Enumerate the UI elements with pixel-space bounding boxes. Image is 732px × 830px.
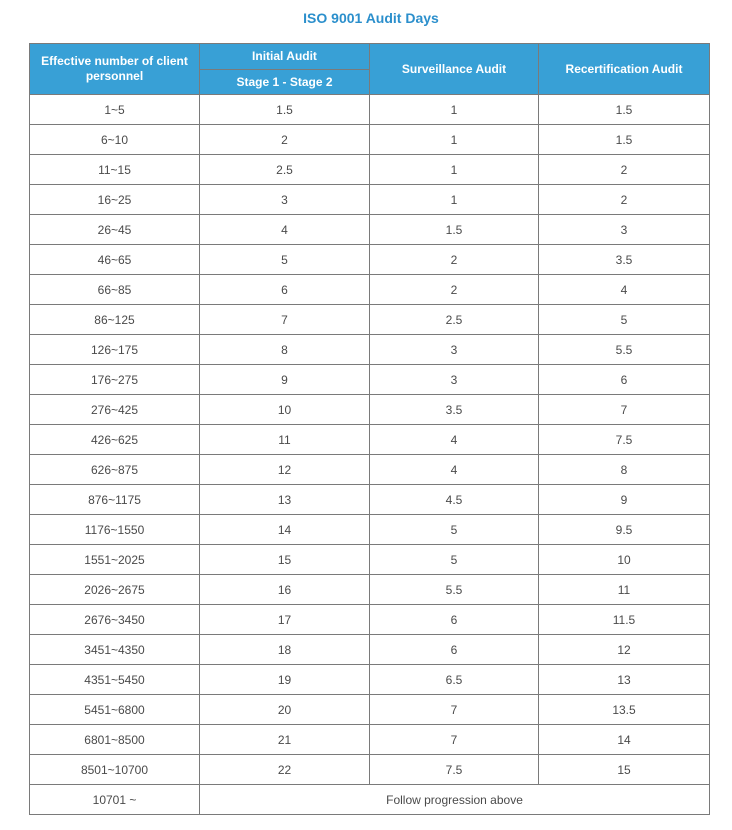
cell-initial-audit: 14: [200, 515, 370, 545]
table-row: [30, 95, 710, 125]
cell-surveillance-audit: 7: [370, 725, 539, 755]
cell-surveillance-audit: 1: [370, 95, 539, 125]
cell-surveillance-audit: 1.5: [370, 215, 539, 245]
cell-recertification-audit: 1.5: [539, 95, 710, 125]
cell-initial-audit: 2.5: [200, 155, 370, 185]
cell-progression-note: Follow progression above: [200, 785, 710, 815]
cell-personnel: 86~125: [30, 305, 200, 335]
cell-initial-audit: 18: [200, 635, 370, 665]
cell-personnel: 3451~4350: [30, 635, 200, 665]
cell-personnel: 426~625: [30, 425, 200, 455]
cell-surveillance-audit: 3: [370, 365, 539, 395]
header-recertification-audit: Recertification Audit: [539, 44, 710, 95]
cell-initial-audit: 8: [200, 335, 370, 365]
table-row: [30, 365, 710, 395]
cell-initial-audit: 7: [200, 305, 370, 335]
cell-surveillance-audit: 4: [370, 425, 539, 455]
cell-recertification-audit: 8: [539, 455, 710, 485]
cell-surveillance-audit: 6: [370, 635, 539, 665]
header-stages: Stage 1 - Stage 2: [200, 70, 370, 95]
table-row: [30, 575, 710, 605]
table-header: [30, 44, 710, 95]
cell-personnel: 16~25: [30, 185, 200, 215]
table-row: [30, 305, 710, 335]
cell-recertification-audit: 6: [539, 365, 710, 395]
audit-days-table: [29, 43, 710, 815]
cell-surveillance-audit: 1: [370, 155, 539, 185]
cell-personnel: 276~425: [30, 395, 200, 425]
cell-recertification-audit: 5: [539, 305, 710, 335]
cell-surveillance-audit: 3.5: [370, 395, 539, 425]
cell-recertification-audit: 11.5: [539, 605, 710, 635]
cell-recertification-audit: 14: [539, 725, 710, 755]
table-row: [30, 125, 710, 155]
cell-recertification-audit: 7.5: [539, 425, 710, 455]
header-initial-audit: Initial Audit: [200, 44, 370, 70]
table-row: [30, 185, 710, 215]
cell-initial-audit: 1.5: [200, 95, 370, 125]
cell-surveillance-audit: 4.5: [370, 485, 539, 515]
cell-surveillance-audit: 1: [370, 125, 539, 155]
cell-initial-audit: 9: [200, 365, 370, 395]
cell-personnel: 4351~5450: [30, 665, 200, 695]
cell-personnel: 2676~3450: [30, 605, 200, 635]
table-row: [30, 245, 710, 275]
header-personnel: Effective number of client personnel: [30, 44, 200, 95]
cell-surveillance-audit: 7: [370, 695, 539, 725]
cell-initial-audit: 19: [200, 665, 370, 695]
cell-initial-audit: 17: [200, 605, 370, 635]
cell-personnel: 6801~8500: [30, 725, 200, 755]
cell-personnel: 1~5: [30, 95, 200, 125]
table-row: [30, 725, 710, 755]
cell-initial-audit: 20: [200, 695, 370, 725]
cell-recertification-audit: 9.5: [539, 515, 710, 545]
cell-recertification-audit: 13.5: [539, 695, 710, 725]
table-row: [30, 755, 710, 785]
cell-personnel: 46~65: [30, 245, 200, 275]
cell-surveillance-audit: 2.5: [370, 305, 539, 335]
cell-initial-audit: 3: [200, 185, 370, 215]
cell-personnel: 176~275: [30, 365, 200, 395]
table-row: [30, 455, 710, 485]
table-row: [30, 275, 710, 305]
cell-recertification-audit: 1.5: [539, 125, 710, 155]
cell-personnel: 26~45: [30, 215, 200, 245]
cell-surveillance-audit: 6: [370, 605, 539, 635]
cell-surveillance-audit: 4: [370, 455, 539, 485]
cell-initial-audit: 11: [200, 425, 370, 455]
cell-initial-audit: 21: [200, 725, 370, 755]
cell-recertification-audit: 15: [539, 755, 710, 785]
table-row: [30, 395, 710, 425]
cell-surveillance-audit: 7.5: [370, 755, 539, 785]
table-row: [30, 605, 710, 635]
cell-surveillance-audit: 5: [370, 545, 539, 575]
table-row: [30, 635, 710, 665]
cell-recertification-audit: 9: [539, 485, 710, 515]
cell-initial-audit: 5: [200, 245, 370, 275]
cell-initial-audit: 12: [200, 455, 370, 485]
cell-personnel: 876~1175: [30, 485, 200, 515]
cell-personnel: 66~85: [30, 275, 200, 305]
cell-initial-audit: 16: [200, 575, 370, 605]
table-row: [30, 485, 710, 515]
cell-personnel: 6~10: [30, 125, 200, 155]
cell-recertification-audit: 13: [539, 665, 710, 695]
page-title: ISO 9001 Audit Days: [303, 10, 439, 26]
cell-recertification-audit: 3.5: [539, 245, 710, 275]
table-row: [30, 665, 710, 695]
cell-recertification-audit: 4: [539, 275, 710, 305]
cell-surveillance-audit: 1: [370, 185, 539, 215]
cell-initial-audit: 15: [200, 545, 370, 575]
cell-surveillance-audit: 3: [370, 335, 539, 365]
cell-recertification-audit: 5.5: [539, 335, 710, 365]
cell-initial-audit: 10: [200, 395, 370, 425]
cell-recertification-audit: 2: [539, 155, 710, 185]
cell-personnel: 8501~10700: [30, 755, 200, 785]
cell-surveillance-audit: 6.5: [370, 665, 539, 695]
cell-initial-audit: 13: [200, 485, 370, 515]
table-row: [30, 545, 710, 575]
table-row: [30, 155, 710, 185]
cell-initial-audit: 4: [200, 215, 370, 245]
cell-personnel: 5451~6800: [30, 695, 200, 725]
cell-initial-audit: 2: [200, 125, 370, 155]
header-surveillance-audit: Surveillance Audit: [370, 44, 539, 95]
table-row: [30, 695, 710, 725]
cell-personnel: 11~15: [30, 155, 200, 185]
cell-surveillance-audit: 2: [370, 275, 539, 305]
table-row: [30, 425, 710, 455]
cell-personnel: 626~875: [30, 455, 200, 485]
table-row: [30, 515, 710, 545]
table-row: [30, 215, 710, 245]
cell-surveillance-audit: 5.5: [370, 575, 539, 605]
cell-personnel: 2026~2675: [30, 575, 200, 605]
cell-surveillance-audit: 2: [370, 245, 539, 275]
table-row: [30, 335, 710, 365]
cell-personnel: 10701 ~: [30, 785, 200, 815]
cell-recertification-audit: 11: [539, 575, 710, 605]
cell-recertification-audit: 12: [539, 635, 710, 665]
cell-surveillance-audit: 5: [370, 515, 539, 545]
cell-personnel: 126~175: [30, 335, 200, 365]
cell-initial-audit: 22: [200, 755, 370, 785]
cell-recertification-audit: 2: [539, 185, 710, 215]
cell-personnel: 1551~2025: [30, 545, 200, 575]
cell-personnel: 1176~1550: [30, 515, 200, 545]
cell-recertification-audit: 3: [539, 215, 710, 245]
table-row-last: [30, 785, 710, 815]
cell-initial-audit: 6: [200, 275, 370, 305]
cell-recertification-audit: 7: [539, 395, 710, 425]
cell-recertification-audit: 10: [539, 545, 710, 575]
table-body: [30, 95, 710, 815]
